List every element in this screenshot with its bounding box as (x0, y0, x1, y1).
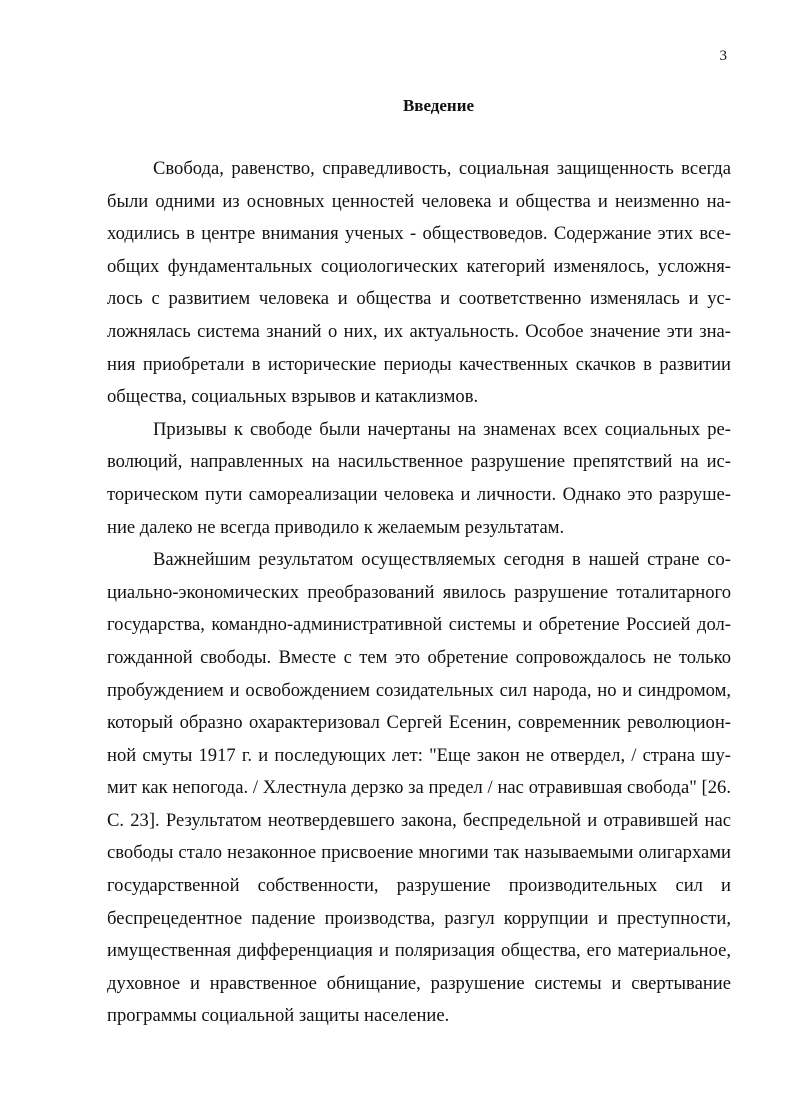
paragraph-2: Призывы к свободе были начертаны на знаменах всех социальных революций, направленных на насильственное разрушение препятствий на историческом пути самореализации человека и личности. Однако это разрушение далеко не всегда приводило к желаемым результатам. (107, 418, 731, 538)
paragraph-1: Свобода, равенство, справедливость, социальная защищенность всегда были одними из основных ценностей человека и общества и неизменно находились в центре внимания ученых - обществоведов. Содержание этих всеобщих фундаментальных социологических категорий изменялось, усложнялось с развитием человека и общества и соответственно изменялась и усложнялась система знаний о них, их актуальность. Особое значение эти знания приобретали в исторические периоды качественных скачков в развитии общества, социальных взрывов и катаклизмов. (107, 158, 731, 408)
page-title: Введение (402, 96, 475, 115)
body-text (107, 153, 731, 1033)
paragraph-3: Важнейшим результатом осуществляемых сегодня в нашей стране социально-экономических преобразований явилось разрушение тоталитарного государства, командно-административной системы и обретение Россией долгожданной свободы. Вместе с тем это обретение сопровождалось не только пробуждением и освобождением созидательных сил народа, но и синдромом, который образно охарактеризовал Сергей Есенин, современник революционной смуты 1917 г. и последующих лет: "Еще закон не отвердел, / страна шумит как непогода. / Хлестнула дерзко за предел / нас отравившая свобода" [26. С. 23]. Результатом неотвердевшего закона, беспредельной и отравившей нас свободы стало незаконное присвоение многими так называемыми олигархами государственной собственности, разрушение производительных сил и беспрецедентное падение производства, разгул коррупции и преступности, имущественная дифференциация и поляризация общества, его материальное, духовное и нравственное обнищание, разрушение системы и свертывание программы социальной защиты население. (107, 549, 731, 1027)
page-number: 3 (719, 48, 727, 64)
